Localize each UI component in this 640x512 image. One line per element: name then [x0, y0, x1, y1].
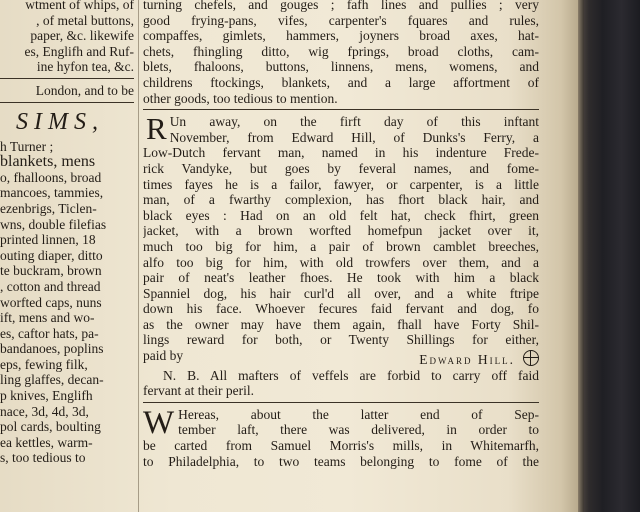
- text-line: good frying-pans, vifes, carpenter's fquares and rules,: [143, 12, 539, 28]
- right-column: [143, 0, 539, 469]
- text-line: much too big for him, a pair of brown camblet breeches,: [143, 238, 539, 254]
- text-line: es, caftor hats, pa-: [0, 325, 99, 341]
- text-line: ine hyfon tea, &c.: [36, 59, 134, 75]
- text-line: blankets, mens: [0, 154, 96, 170]
- runaway-advertisement: [143, 111, 539, 399]
- text-line: , of metal buttons,: [36, 12, 134, 28]
- text-line: ling glaffes, decan-: [0, 372, 104, 388]
- text-line: man, of a fwarthy complexion, has fhort black hair, and: [143, 192, 539, 208]
- section-rule: [0, 78, 134, 79]
- text-line: Low-Dutch fervant man, named in his indenture Frede-: [143, 145, 539, 161]
- text-line: , cotton and thread: [0, 278, 101, 294]
- drop-cap-r: R: [146, 111, 167, 147]
- book-binding: [578, 0, 640, 512]
- text-line: chets, fhingling ditto, wig fprings, broad cloths, cam-: [143, 43, 539, 59]
- text-line: p knives, Englifh: [0, 388, 93, 404]
- text-line: alfo too big for him, with old trowfers over them, and a: [143, 254, 539, 270]
- section-rule: [143, 402, 539, 403]
- text-line: outing diaper, ditto: [0, 247, 103, 263]
- text-line: mancoes, tammies,: [0, 185, 104, 201]
- section-rule: [143, 109, 539, 110]
- text-line: childrens ftockings, blankets, and a large affortment of: [143, 74, 539, 90]
- text-line: rick Vandyke, but goes by feveral names, and fome-: [143, 160, 539, 176]
- text-line: worfted caps, nuns: [0, 294, 102, 310]
- text-line: printed linnen, 18: [0, 232, 96, 248]
- text-line: to Philadelphia, to two teams belonging to fome of the: [143, 453, 539, 469]
- text-line: Un away, on the firft day of this inftant: [169, 114, 539, 130]
- text-line: other goods, too tedious to mention.: [143, 90, 338, 106]
- text-line: ezenbrigs, Ticlen-: [0, 200, 97, 216]
- text-line: tember laft, there was delivered, in order to: [178, 422, 539, 438]
- text-line: pair of neat's leather fhoes. He took with him a black: [143, 270, 539, 286]
- text-line: ea kettles, warm-: [0, 434, 93, 450]
- section-rule: [0, 102, 134, 103]
- drop-cap-w: W: [143, 404, 175, 441]
- text-line: fervant at their peril.: [143, 383, 254, 399]
- text-line: Hereas, about the latter end of Sep-: [178, 406, 539, 422]
- signature-line: [143, 348, 539, 368]
- text-line: November, from Edward Hill, of Dunks's Ferry, a: [169, 129, 539, 145]
- text-line: nace, 3d, 4d, 3d,: [0, 403, 89, 419]
- text-line: wns, double filefias: [0, 216, 107, 232]
- text-line: black eyes : Had on an old felt hat, check fhirt, green: [143, 207, 539, 223]
- text-line: o, fhalloons, broad: [0, 169, 102, 185]
- binding-crease: [578, 0, 584, 512]
- text-line: N. B. All mafters of veffels are forbid to carry off faid: [163, 367, 539, 383]
- paid-by-label: paid by: [143, 348, 184, 364]
- printer-mark-icon: [523, 350, 539, 366]
- text-line: te buckram, brown: [0, 263, 102, 279]
- text-line: as the owner may have them again, fhall have Forty Shil-: [143, 316, 539, 332]
- text-line: es, Englifh and Ruf-: [24, 43, 134, 59]
- whereas-notice: [143, 404, 539, 469]
- text-line: h Turner ;: [0, 138, 54, 154]
- text-line: s, too tedious to: [0, 450, 86, 466]
- text-line: paper, &c. likewife: [30, 28, 134, 44]
- text-line: ift, mens and wo-: [0, 310, 95, 326]
- text-line: Spanniel dog, his hair curl'd all over, and a white ftripe: [143, 285, 539, 301]
- text-line: bandanoes, poplins: [0, 341, 104, 357]
- text-line: times fayes he is a failor, fawyer, or carpenter, is a little: [143, 176, 539, 192]
- text-line: London, and to be: [35, 82, 134, 98]
- text-line: eps, fewing filk,: [0, 356, 88, 372]
- text-line: down his face. Whoever fecures faid fervant and dog, fo: [143, 301, 539, 317]
- column-divider: [138, 0, 139, 512]
- text-line: compaffes, gimlets, hammers, joyners broad axes, hat-: [143, 28, 539, 44]
- text-line: blets, fhaloons, buttons, linnens, mens, womens, and: [143, 59, 539, 75]
- signature-name: Edward Hill.: [419, 352, 515, 368]
- text-line: be carted from Samuel Morris's mills, in Whitemarfh,: [143, 438, 539, 454]
- text-line: pol cards, boulting: [0, 419, 101, 435]
- left-column: [0, 0, 134, 466]
- text-line: turning chefels, and gouges ; fafh lines and pullies ; very: [143, 0, 539, 12]
- text-line: jacket, with a brown worfted homefpun jacket over it,: [143, 223, 539, 239]
- advert-heading: SIMS,: [16, 108, 104, 135]
- text-line: lings reward for both, or Twenty Shillings for either,: [143, 332, 539, 348]
- text-line: wtment of whips, of: [25, 0, 134, 12]
